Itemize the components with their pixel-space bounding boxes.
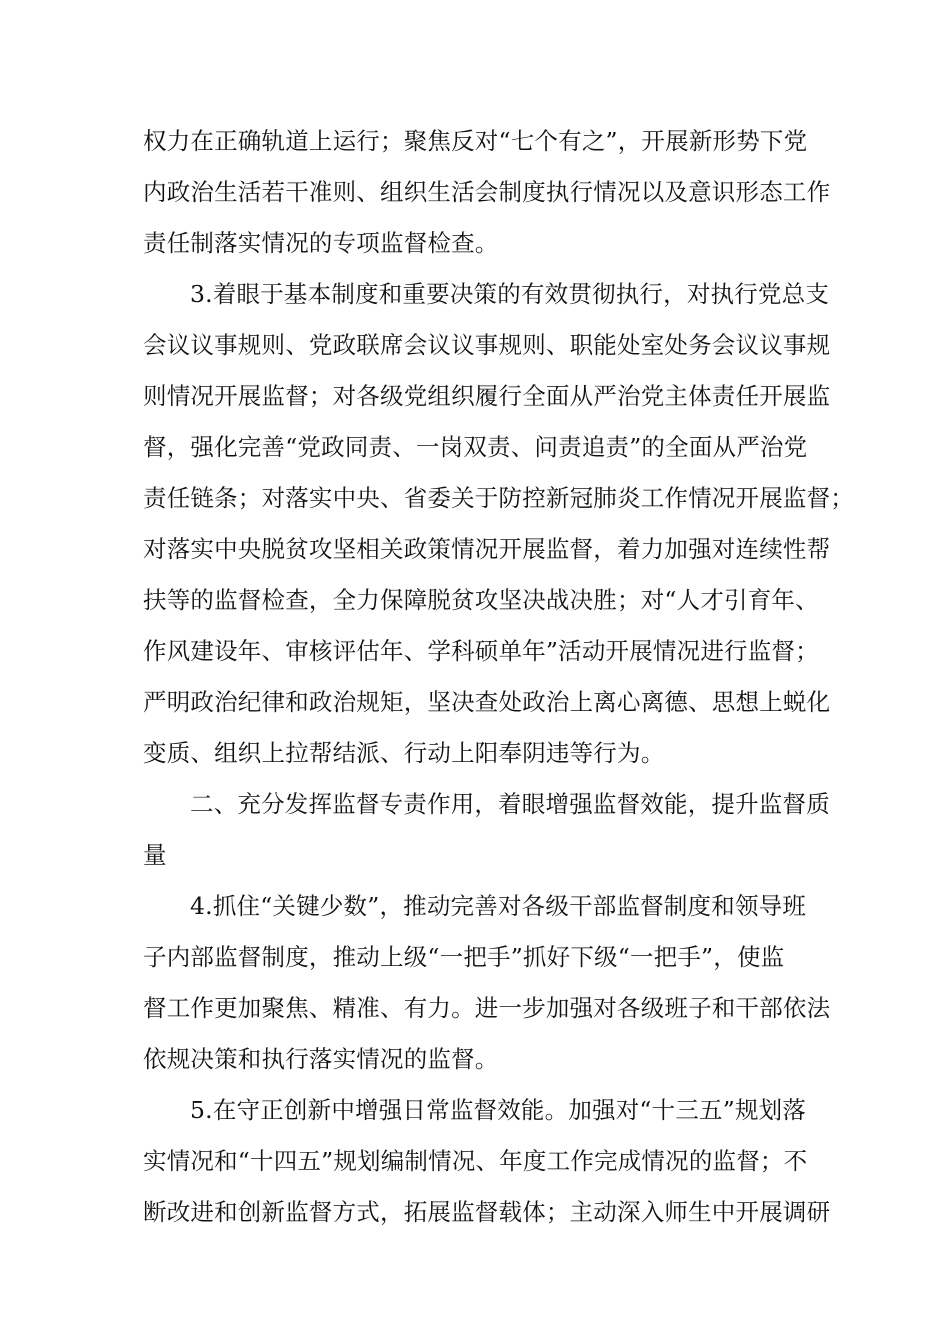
text-line-4: 3.着眼于基本制度和重要决策的有效贯彻执行，对执行党总支: [190, 280, 830, 308]
text-line-9: 对落实中央脱贫攻坚相关政策情况开展监督，着力加强对连续性帮: [143, 535, 831, 563]
text-line-18: 督工作更加聚焦、精准、有力。进一步加强对各级班子和干部依法: [143, 994, 831, 1022]
text-line-1: 权力在正确轨道上运行；聚焦反对“七个有之”，开展新形势下党: [143, 127, 808, 155]
text-line-13: 变质、组织上拉帮结派、行动上阳奉阴违等行为。: [143, 739, 665, 767]
text-line-16: 4.抓住“关键少数”，推动完善对各级干部监督制度和领导班: [190, 892, 807, 920]
text-line-19: 依规决策和执行落实情况的监督。: [143, 1045, 499, 1073]
text-line-10: 扶等的监督检查，全力保障脱贫攻坚决战决胜；对“人才引育年、: [143, 586, 819, 614]
section-heading-line-2: 量: [143, 841, 167, 869]
text-line-11: 作风建设年、审核评估年、学科硕单年”活动开展情况进行监督；: [143, 637, 819, 665]
text-line-3: 责任制落实情况的专项监督检查。: [143, 229, 499, 257]
section-heading-line-1: 二、充分发挥监督专责作用，着眼增强监督效能，提升监督质: [190, 790, 830, 818]
text-line-8: 责任链条；对落实中央、省委关于防控新冠肺炎工作情况开展监督；: [143, 484, 854, 512]
text-line-6: 则情况开展监督；对各级党组织履行全面从严治党主体责任开展监: [143, 382, 831, 410]
text-line-5: 会议议事规则、党政联席会议议事规则、职能处室处务会议议事规: [143, 331, 831, 359]
text-line-22: 断改进和创新监督方式，拓展监督载体；主动深入师生中开展调研: [143, 1198, 831, 1226]
text-line-12: 严明政治纪律和政治规矩，坚决查处政治上离心离德、思想上蜕化: [143, 688, 831, 716]
text-line-21: 实情况和“十四五”规划编制情况、年度工作完成情况的监督；不: [143, 1147, 808, 1175]
document-body: [143, 116, 854, 1238]
text-line-20: 5.在守正创新中增强日常监督效能。加强对“十三五”规划落: [190, 1096, 807, 1124]
text-line-7: 督，强化完善“党政同责、一岗双责、问责追责”的全面从严治党: [143, 433, 808, 461]
text-line-17: 子内部监督制度，推动上级“一把手”抓好下级“一把手”，使监: [143, 943, 785, 971]
text-line-2: 内政治生活若干准则、组织生活会制度执行情况以及意识形态工作: [143, 178, 831, 206]
